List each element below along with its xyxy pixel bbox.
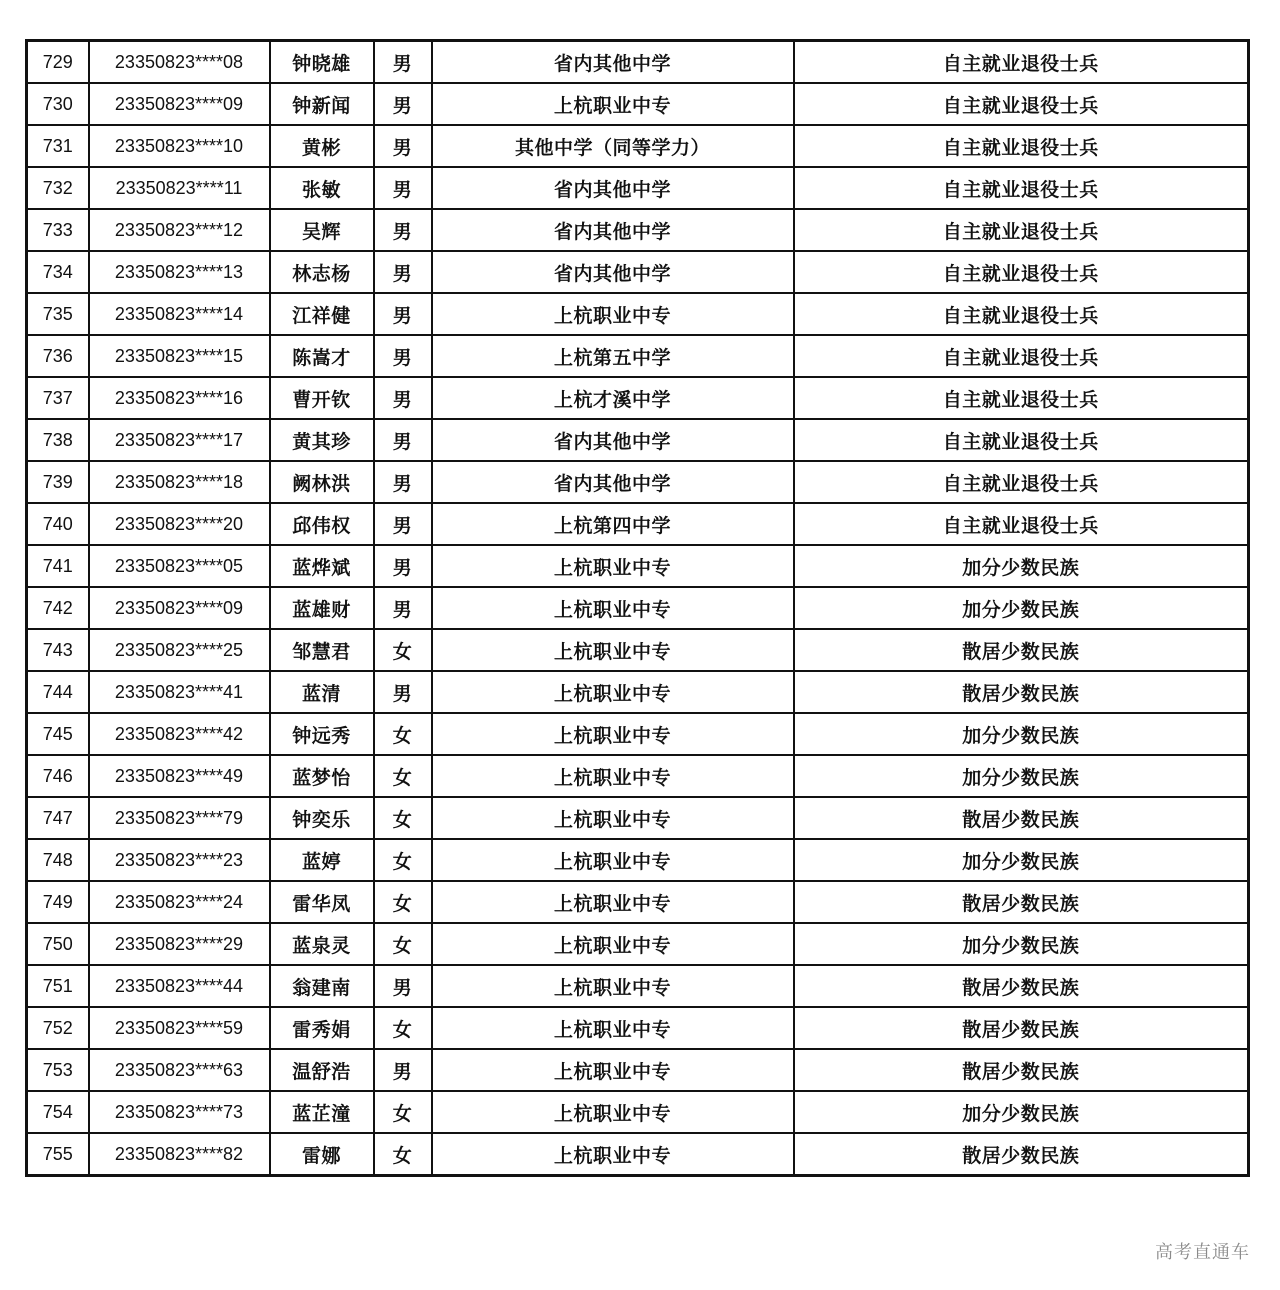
gender-cell: 男 [374, 1049, 432, 1091]
category-cell: 自主就业退役士兵 [794, 41, 1249, 84]
serial-number-cell: 744 [27, 671, 89, 713]
exam-id-cell: 23350823****20 [89, 503, 270, 545]
category-cell: 加分少数民族 [794, 587, 1249, 629]
serial-number-cell: 751 [27, 965, 89, 1007]
exam-id-cell: 23350823****41 [89, 671, 270, 713]
category-cell: 自主就业退役士兵 [794, 209, 1249, 251]
exam-id-cell: 23350823****12 [89, 209, 270, 251]
roster-table [25, 39, 1250, 1177]
school-cell: 上杭职业中专 [432, 839, 794, 881]
category-cell: 自主就业退役士兵 [794, 335, 1249, 377]
serial-number-cell: 733 [27, 209, 89, 251]
gender-cell: 男 [374, 41, 432, 84]
gender-cell: 男 [374, 461, 432, 503]
table-row [27, 545, 1249, 587]
gender-cell: 男 [374, 125, 432, 167]
table-row [27, 587, 1249, 629]
exam-id-cell: 23350823****09 [89, 83, 270, 125]
gender-cell: 男 [374, 83, 432, 125]
gender-cell: 男 [374, 545, 432, 587]
table-row [27, 671, 1249, 713]
exam-id-cell: 23350823****23 [89, 839, 270, 881]
exam-id-cell: 23350823****09 [89, 587, 270, 629]
school-cell: 上杭职业中专 [432, 965, 794, 1007]
table-row [27, 167, 1249, 209]
exam-id-cell: 23350823****18 [89, 461, 270, 503]
category-cell: 散居少数民族 [794, 1133, 1249, 1176]
exam-id-cell: 23350823****59 [89, 1007, 270, 1049]
serial-number-cell: 737 [27, 377, 89, 419]
school-cell: 上杭职业中专 [432, 923, 794, 965]
category-cell: 加分少数民族 [794, 1091, 1249, 1133]
gender-cell: 女 [374, 755, 432, 797]
student-name-cell: 钟新闻 [270, 83, 374, 125]
exam-id-cell: 23350823****24 [89, 881, 270, 923]
student-name-cell: 钟奕乐 [270, 797, 374, 839]
school-cell: 省内其他中学 [432, 41, 794, 84]
category-cell: 自主就业退役士兵 [794, 503, 1249, 545]
table-row [27, 1133, 1249, 1176]
table-row [27, 461, 1249, 503]
school-cell: 上杭职业中专 [432, 1049, 794, 1091]
table-row [27, 419, 1249, 461]
category-cell: 加分少数民族 [794, 713, 1249, 755]
serial-number-cell: 740 [27, 503, 89, 545]
category-cell: 加分少数民族 [794, 839, 1249, 881]
student-name-cell: 曹开钦 [270, 377, 374, 419]
category-cell: 自主就业退役士兵 [794, 419, 1249, 461]
exam-id-cell: 23350823****79 [89, 797, 270, 839]
school-cell: 上杭职业中专 [432, 1007, 794, 1049]
category-cell: 散居少数民族 [794, 881, 1249, 923]
serial-number-cell: 754 [27, 1091, 89, 1133]
table-row [27, 713, 1249, 755]
table-row [27, 335, 1249, 377]
student-name-cell: 钟远秀 [270, 713, 374, 755]
serial-number-cell: 729 [27, 41, 89, 84]
exam-id-cell: 23350823****25 [89, 629, 270, 671]
exam-id-cell: 23350823****73 [89, 1091, 270, 1133]
student-name-cell: 林志杨 [270, 251, 374, 293]
school-cell: 上杭职业中专 [432, 587, 794, 629]
category-cell: 散居少数民族 [794, 1049, 1249, 1091]
table-row [27, 293, 1249, 335]
table-row [27, 41, 1249, 84]
exam-id-cell: 23350823****13 [89, 251, 270, 293]
school-cell: 上杭职业中专 [432, 671, 794, 713]
school-cell: 省内其他中学 [432, 419, 794, 461]
table-row [27, 1007, 1249, 1049]
school-cell: 省内其他中学 [432, 251, 794, 293]
exam-id-cell: 23350823****08 [89, 41, 270, 84]
serial-number-cell: 748 [27, 839, 89, 881]
exam-id-cell: 23350823****29 [89, 923, 270, 965]
serial-number-cell: 730 [27, 83, 89, 125]
table-row [27, 839, 1249, 881]
student-name-cell: 吴辉 [270, 209, 374, 251]
student-name-cell: 蓝泉灵 [270, 923, 374, 965]
exam-id-cell: 23350823****15 [89, 335, 270, 377]
school-cell: 上杭职业中专 [432, 881, 794, 923]
table-row [27, 797, 1249, 839]
table-row [27, 1091, 1249, 1133]
category-cell: 自主就业退役士兵 [794, 125, 1249, 167]
category-cell: 自主就业退役士兵 [794, 377, 1249, 419]
school-cell: 上杭第四中学 [432, 503, 794, 545]
serial-number-cell: 734 [27, 251, 89, 293]
school-cell: 上杭职业中专 [432, 545, 794, 587]
category-cell: 自主就业退役士兵 [794, 293, 1249, 335]
gender-cell: 男 [374, 503, 432, 545]
serial-number-cell: 731 [27, 125, 89, 167]
student-name-cell: 蓝婷 [270, 839, 374, 881]
student-name-cell: 雷华凤 [270, 881, 374, 923]
serial-number-cell: 739 [27, 461, 89, 503]
category-cell: 散居少数民族 [794, 797, 1249, 839]
exam-id-cell: 23350823****11 [89, 167, 270, 209]
serial-number-cell: 749 [27, 881, 89, 923]
serial-number-cell: 743 [27, 629, 89, 671]
student-name-cell: 蓝清 [270, 671, 374, 713]
category-cell: 自主就业退役士兵 [794, 167, 1249, 209]
serial-number-cell: 742 [27, 587, 89, 629]
gender-cell: 男 [374, 587, 432, 629]
table-row [27, 629, 1249, 671]
category-cell: 散居少数民族 [794, 965, 1249, 1007]
gender-cell: 男 [374, 209, 432, 251]
exam-id-cell: 23350823****05 [89, 545, 270, 587]
table-row [27, 1049, 1249, 1091]
gender-cell: 女 [374, 713, 432, 755]
gender-cell: 女 [374, 923, 432, 965]
school-cell: 省内其他中学 [432, 167, 794, 209]
exam-id-cell: 23350823****17 [89, 419, 270, 461]
exam-id-cell: 23350823****42 [89, 713, 270, 755]
student-name-cell: 蓝芷潼 [270, 1091, 374, 1133]
gender-cell: 女 [374, 629, 432, 671]
exam-id-cell: 23350823****82 [89, 1133, 270, 1176]
exam-id-cell: 23350823****14 [89, 293, 270, 335]
student-name-cell: 钟晓雄 [270, 41, 374, 84]
school-cell: 省内其他中学 [432, 209, 794, 251]
category-cell: 散居少数民族 [794, 629, 1249, 671]
serial-number-cell: 735 [27, 293, 89, 335]
serial-number-cell: 747 [27, 797, 89, 839]
exam-id-cell: 23350823****44 [89, 965, 270, 1007]
table-row [27, 125, 1249, 167]
school-cell: 上杭职业中专 [432, 755, 794, 797]
roster-table-body [27, 41, 1249, 1176]
watermark-text: 高考直通车 [1155, 1242, 1250, 1263]
exam-id-cell: 23350823****49 [89, 755, 270, 797]
gender-cell: 女 [374, 1091, 432, 1133]
gender-cell: 女 [374, 1133, 432, 1176]
table-row [27, 83, 1249, 125]
gender-cell: 男 [374, 251, 432, 293]
exam-id-cell: 23350823****63 [89, 1049, 270, 1091]
school-cell: 上杭才溪中学 [432, 377, 794, 419]
school-cell: 上杭职业中专 [432, 797, 794, 839]
gender-cell: 女 [374, 797, 432, 839]
student-name-cell: 蓝梦怡 [270, 755, 374, 797]
category-cell: 自主就业退役士兵 [794, 461, 1249, 503]
student-name-cell: 雷秀娟 [270, 1007, 374, 1049]
category-cell: 自主就业退役士兵 [794, 251, 1249, 293]
student-name-cell: 邱伟权 [270, 503, 374, 545]
serial-number-cell: 732 [27, 167, 89, 209]
student-name-cell: 黄彬 [270, 125, 374, 167]
gender-cell: 女 [374, 1007, 432, 1049]
serial-number-cell: 746 [27, 755, 89, 797]
student-name-cell: 蓝烨斌 [270, 545, 374, 587]
table-row [27, 965, 1249, 1007]
gender-cell: 男 [374, 377, 432, 419]
gender-cell: 男 [374, 167, 432, 209]
serial-number-cell: 752 [27, 1007, 89, 1049]
student-name-cell: 张敏 [270, 167, 374, 209]
category-cell: 加分少数民族 [794, 923, 1249, 965]
school-cell: 上杭第五中学 [432, 335, 794, 377]
exam-id-cell: 23350823****10 [89, 125, 270, 167]
table-row [27, 209, 1249, 251]
category-cell: 散居少数民族 [794, 671, 1249, 713]
table-row [27, 755, 1249, 797]
school-cell: 上杭职业中专 [432, 83, 794, 125]
serial-number-cell: 755 [27, 1133, 89, 1176]
school-cell: 上杭职业中专 [432, 629, 794, 671]
serial-number-cell: 738 [27, 419, 89, 461]
gender-cell: 女 [374, 881, 432, 923]
serial-number-cell: 741 [27, 545, 89, 587]
student-name-cell: 阙林洪 [270, 461, 374, 503]
school-cell: 上杭职业中专 [432, 1133, 794, 1176]
serial-number-cell: 745 [27, 713, 89, 755]
school-cell: 上杭职业中专 [432, 293, 794, 335]
table-row [27, 377, 1249, 419]
student-name-cell: 雷娜 [270, 1133, 374, 1176]
student-name-cell: 江祥健 [270, 293, 374, 335]
school-cell: 上杭职业中专 [432, 1091, 794, 1133]
gender-cell: 男 [374, 335, 432, 377]
category-cell: 加分少数民族 [794, 545, 1249, 587]
category-cell: 散居少数民族 [794, 1007, 1249, 1049]
gender-cell: 女 [374, 839, 432, 881]
category-cell: 加分少数民族 [794, 755, 1249, 797]
exam-id-cell: 23350823****16 [89, 377, 270, 419]
student-name-cell: 蓝雄财 [270, 587, 374, 629]
serial-number-cell: 736 [27, 335, 89, 377]
school-cell: 省内其他中学 [432, 461, 794, 503]
table-row [27, 503, 1249, 545]
gender-cell: 男 [374, 671, 432, 713]
school-cell: 其他中学（同等学力） [432, 125, 794, 167]
table-row [27, 251, 1249, 293]
gender-cell: 男 [374, 293, 432, 335]
student-name-cell: 邹慧君 [270, 629, 374, 671]
table-row [27, 923, 1249, 965]
serial-number-cell: 753 [27, 1049, 89, 1091]
student-name-cell: 陈嵩才 [270, 335, 374, 377]
student-name-cell: 翁建南 [270, 965, 374, 1007]
student-name-cell: 黄其珍 [270, 419, 374, 461]
school-cell: 上杭职业中专 [432, 713, 794, 755]
gender-cell: 男 [374, 419, 432, 461]
student-name-cell: 温舒浩 [270, 1049, 374, 1091]
category-cell: 自主就业退役士兵 [794, 83, 1249, 125]
table-row [27, 881, 1249, 923]
serial-number-cell: 750 [27, 923, 89, 965]
gender-cell: 男 [374, 965, 432, 1007]
